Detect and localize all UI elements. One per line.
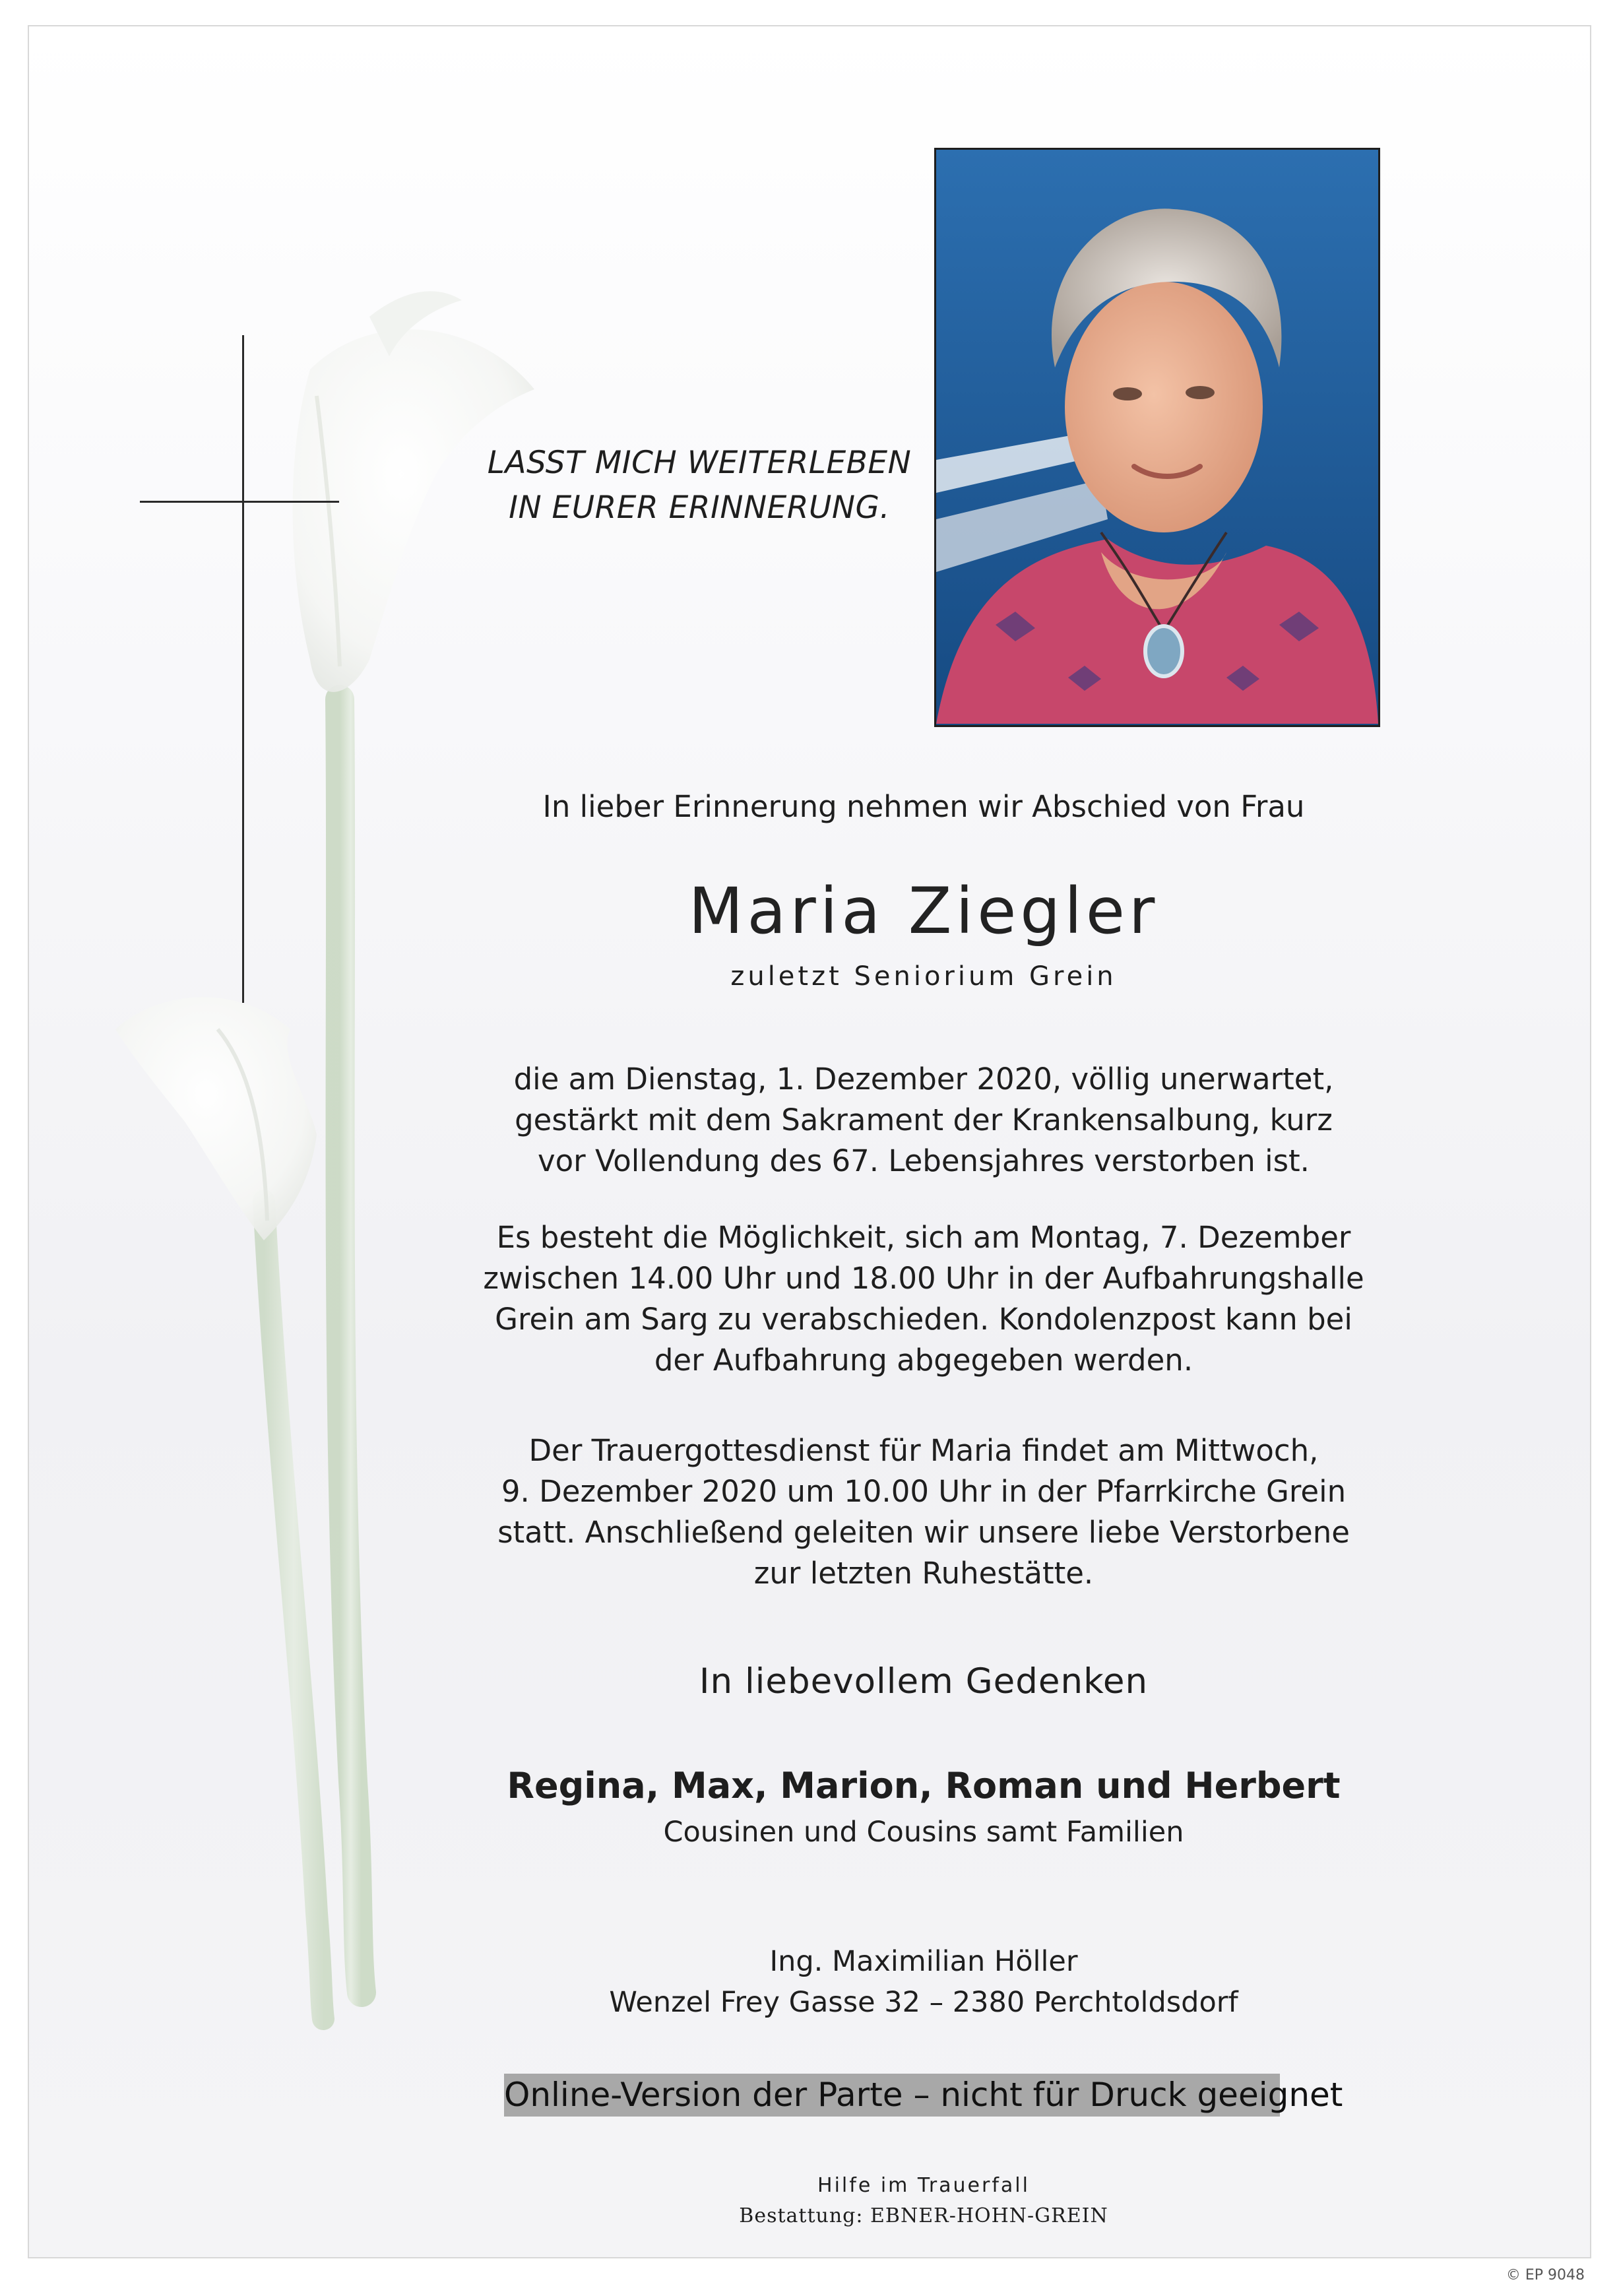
online-version-notice: Online-Version der Parte – nicht für Druck geeignet	[504, 2074, 1280, 2117]
mourners-names: Regina, Max, Marion, Roman und Herbert	[507, 1765, 1341, 1806]
paragraph-line: zur letzten Ruhestätte.	[753, 1556, 1094, 1591]
paragraph-line: 9. Dezember 2020 um 10.00 Uhr in der Pfarrkirche Grein	[501, 1474, 1347, 1510]
contact-address	[396, 1941, 1451, 2024]
paragraph-funeral-service	[396, 1430, 1451, 1594]
paragraph-line: vor Vollendung des 67. Lebensjahres verstorben ist.	[538, 1143, 1310, 1179]
funeral-home: Bestattung: EBNER-HOHN-GREIN	[739, 2204, 1108, 2227]
cross-icon	[242, 335, 244, 1003]
cross-icon-bar	[140, 501, 339, 503]
motto	[462, 441, 937, 530]
contact-name: Ing. Maximilian Höller	[769, 1945, 1078, 1978]
closing-line: In liebevollem Gedenken	[699, 1661, 1149, 1702]
print-code: © EP 9048	[1506, 2267, 1585, 2283]
paragraph-line: der Aufbahrung abgegeben werden.	[654, 1343, 1193, 1378]
mourners-relation: Cousinen und Cousins samt Familien	[663, 1816, 1184, 1849]
paragraph-line: Grein am Sarg zu verabschieden. Kondolenzpost kann bei	[495, 1302, 1352, 1337]
portrait-photo	[934, 148, 1380, 727]
paragraph-line: die am Dienstag, 1. Dezember 2020, völlig unerwartet,	[513, 1062, 1334, 1097]
contact-street: Wenzel Frey Gasse 32 – 2380 Perchtoldsdorf	[609, 1986, 1238, 2020]
paragraph-line: gestärkt mit dem Sakrament der Krankensalbung, kurz	[515, 1102, 1333, 1138]
intro-text: In lieber Erinnerung nehmen wir Abschied von Frau	[542, 789, 1305, 824]
motto-line-2: IN EURER ERINNERUNG.	[509, 490, 890, 526]
paragraph-line: Es besteht die Möglichkeit, sich am Montag, 7. Dezember	[496, 1220, 1351, 1255]
paragraph-line: zwischen 14.00 Uhr und 18.00 Uhr in der Aufbahrungshalle	[483, 1261, 1364, 1296]
paragraph-line: statt. Anschließend geleiten wir unsere liebe Verstorbene	[497, 1515, 1350, 1550]
motto-line-1: LASST MICH WEITERLEBEN	[487, 445, 912, 481]
paragraph-viewing	[396, 1217, 1451, 1381]
paragraph-death-notice	[396, 1059, 1451, 1182]
deceased-subtitle: zuletzt Seniorium Grein	[730, 961, 1117, 992]
paragraph-line: Der Trauergottesdienst für Maria findet am Mittwoch,	[528, 1433, 1319, 1468]
deceased-name: Maria Ziegler	[688, 874, 1159, 948]
help-line: Hilfe im Trauerfall	[817, 2174, 1030, 2197]
